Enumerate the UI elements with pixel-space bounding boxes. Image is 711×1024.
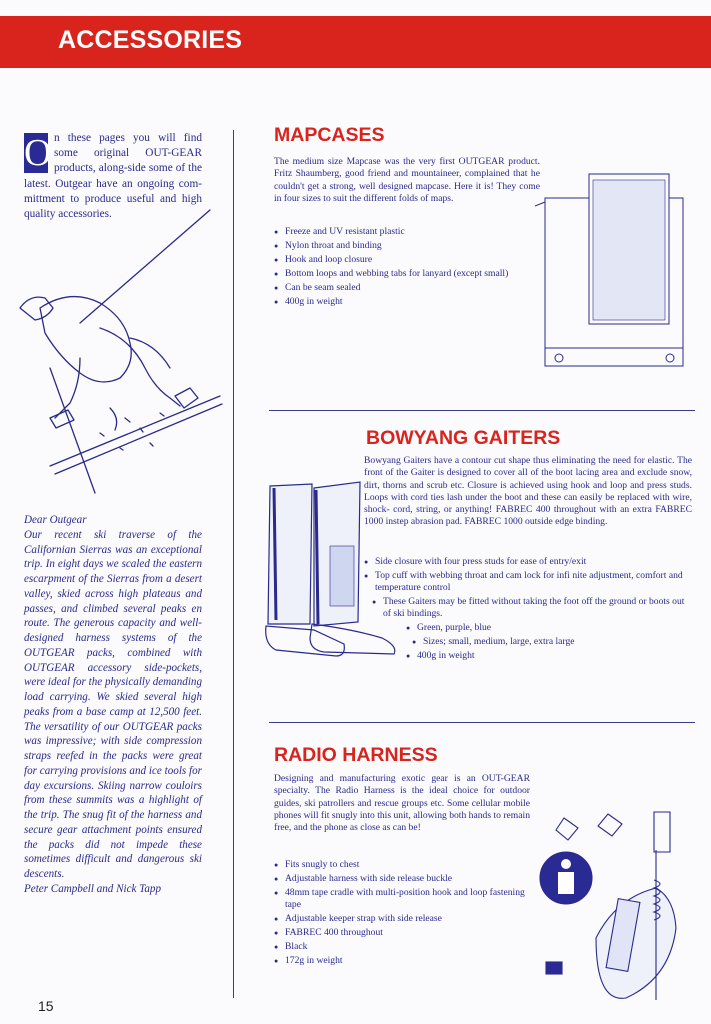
page-number: 15 <box>38 998 54 1014</box>
list-item: ● Sizes; small, medium, large, extra large <box>412 636 692 648</box>
mapcases-title: MAPCASES <box>274 124 385 146</box>
section-divider <box>269 410 695 411</box>
letter-body: Our recent ski traverse of the Californian Sierras was an exceptional trip. In eight days we scaled the eastern escarpment of the Sierras from a desert valley, skied across high plateaus and passes, and climbed several peaks en route. The generous capacity and well-designed harness systems of the OUTGEAR packs, combined with OUTGEAR accessory side-pockets, were ideal for the physically demanding load carrying. We skied several high peaks from a base camp at 12,500 feet. The versatility of our OUTGEAR packs was impressive; with side compression straps reefed in the packs were great for carrying provisions and ice tools for day excursions. Skiing narrow couloirs from these summits was a highlight of the trip. The snug fit of the harness and secure gear attachment points ensured the packs did not impede these sometimes difficult and dangerous ski descents. <box>24 528 202 880</box>
gaiters-illustration <box>262 476 407 670</box>
gaiters-description: Bowyang Gaiters have a contour cut shape thus eliminating the need for elastic. The front of the Gaiter is designed to cover all of the boot lacing area and exclude snow, dirt, thorns and scrub etc. Closure is achieved using hook and loop and press studs. Loops with cord ties lash under the boot and these can easily be replaced with wire, shock- cord, string, or anything! FABREC 400 throughout with an extra FABREC 1000 instep abrasion pad. FABREC 1000 outside edge binding. <box>364 455 692 528</box>
list-item: ● Black <box>274 941 530 953</box>
list-item: ● 400g in weight <box>406 650 692 662</box>
column-divider <box>233 130 234 998</box>
radio-harness-illustration <box>536 810 696 1004</box>
drop-cap: O <box>24 132 52 174</box>
harness-description: Designing and manufacturing exotic gear is an OUT-GEAR specialty. The Radio Harness is the ideal choice for outdoor guides, ski patrollers and rescue groups etc. Some cellular mobile phones will fit snugly into this unit, allowing both hands to remain free, and the phone as close as can be! <box>274 773 530 834</box>
list-item: ● Nylon throat and binding <box>274 240 524 252</box>
list-item: ● 400g in weight <box>274 296 524 308</box>
gaiters-title: BOWYANG GAITERS <box>366 427 561 449</box>
harness-title: RADIO HARNESS <box>274 744 438 766</box>
list-item: ● These Gaiters may be fitted without taking the foot off the ground or boots out of ski bindings. <box>372 596 692 620</box>
section-divider <box>269 722 695 723</box>
harness-features <box>274 859 530 969</box>
list-item: ● Green, purple, blue <box>406 622 692 634</box>
mapcases-description: The medium size Mapcase was the very first OUTGEAR product. Fritz Shaumberg, good friend and mountaineer, complained that he couldn't get a strong, well designed mapcase. Here it is! They come in four sizes to suit the different folds of maps. <box>274 156 540 204</box>
mapcase-illustration <box>535 170 695 370</box>
list-item: ● Adjustable keeper strap with side release <box>274 913 530 925</box>
list-item: ● 172g in weight <box>274 955 530 967</box>
list-item: ● Freeze and UV resistant plastic <box>274 226 524 238</box>
list-item: ● Adjustable harness with side release buckle <box>274 873 530 885</box>
list-item: ● Can be seam sealed <box>274 282 524 294</box>
list-item: ● FABREC 400 throughout <box>274 927 530 939</box>
list-item: ● Top cuff with webbing throat and cam lock for infi nite adjustment, comfort and temperature control <box>364 570 692 594</box>
list-item: ● 48mm tape cradle with multi-position hook and loop fastening tape <box>274 887 530 911</box>
mapcases-features <box>274 226 524 310</box>
skier-illustration <box>10 208 225 498</box>
page-title: ACCESSORIES <box>58 26 243 54</box>
list-item: ● Hook and loop closure <box>274 254 524 266</box>
list-item: ● Fits snugly to chest <box>274 859 530 871</box>
page-header-bar <box>0 16 711 68</box>
testimonial-letter <box>24 513 202 897</box>
list-item: ● Bottom loops and webbing tabs for lanyard (except small) <box>274 268 524 280</box>
intro-paragraph: n these pages you will find some original OUT-GEAR products, along-side some of the latest. Outgear have an ongoing com-mittment to produce useful and high quality accessories. <box>24 132 202 221</box>
letter-signature: Peter Campbell and Nick Tapp <box>24 882 162 895</box>
list-item: ● Side closure with four press studs for ease of entry/exit <box>364 556 692 568</box>
letter-salutation: Dear Outgear <box>24 514 87 526</box>
gaiters-features <box>364 556 692 664</box>
